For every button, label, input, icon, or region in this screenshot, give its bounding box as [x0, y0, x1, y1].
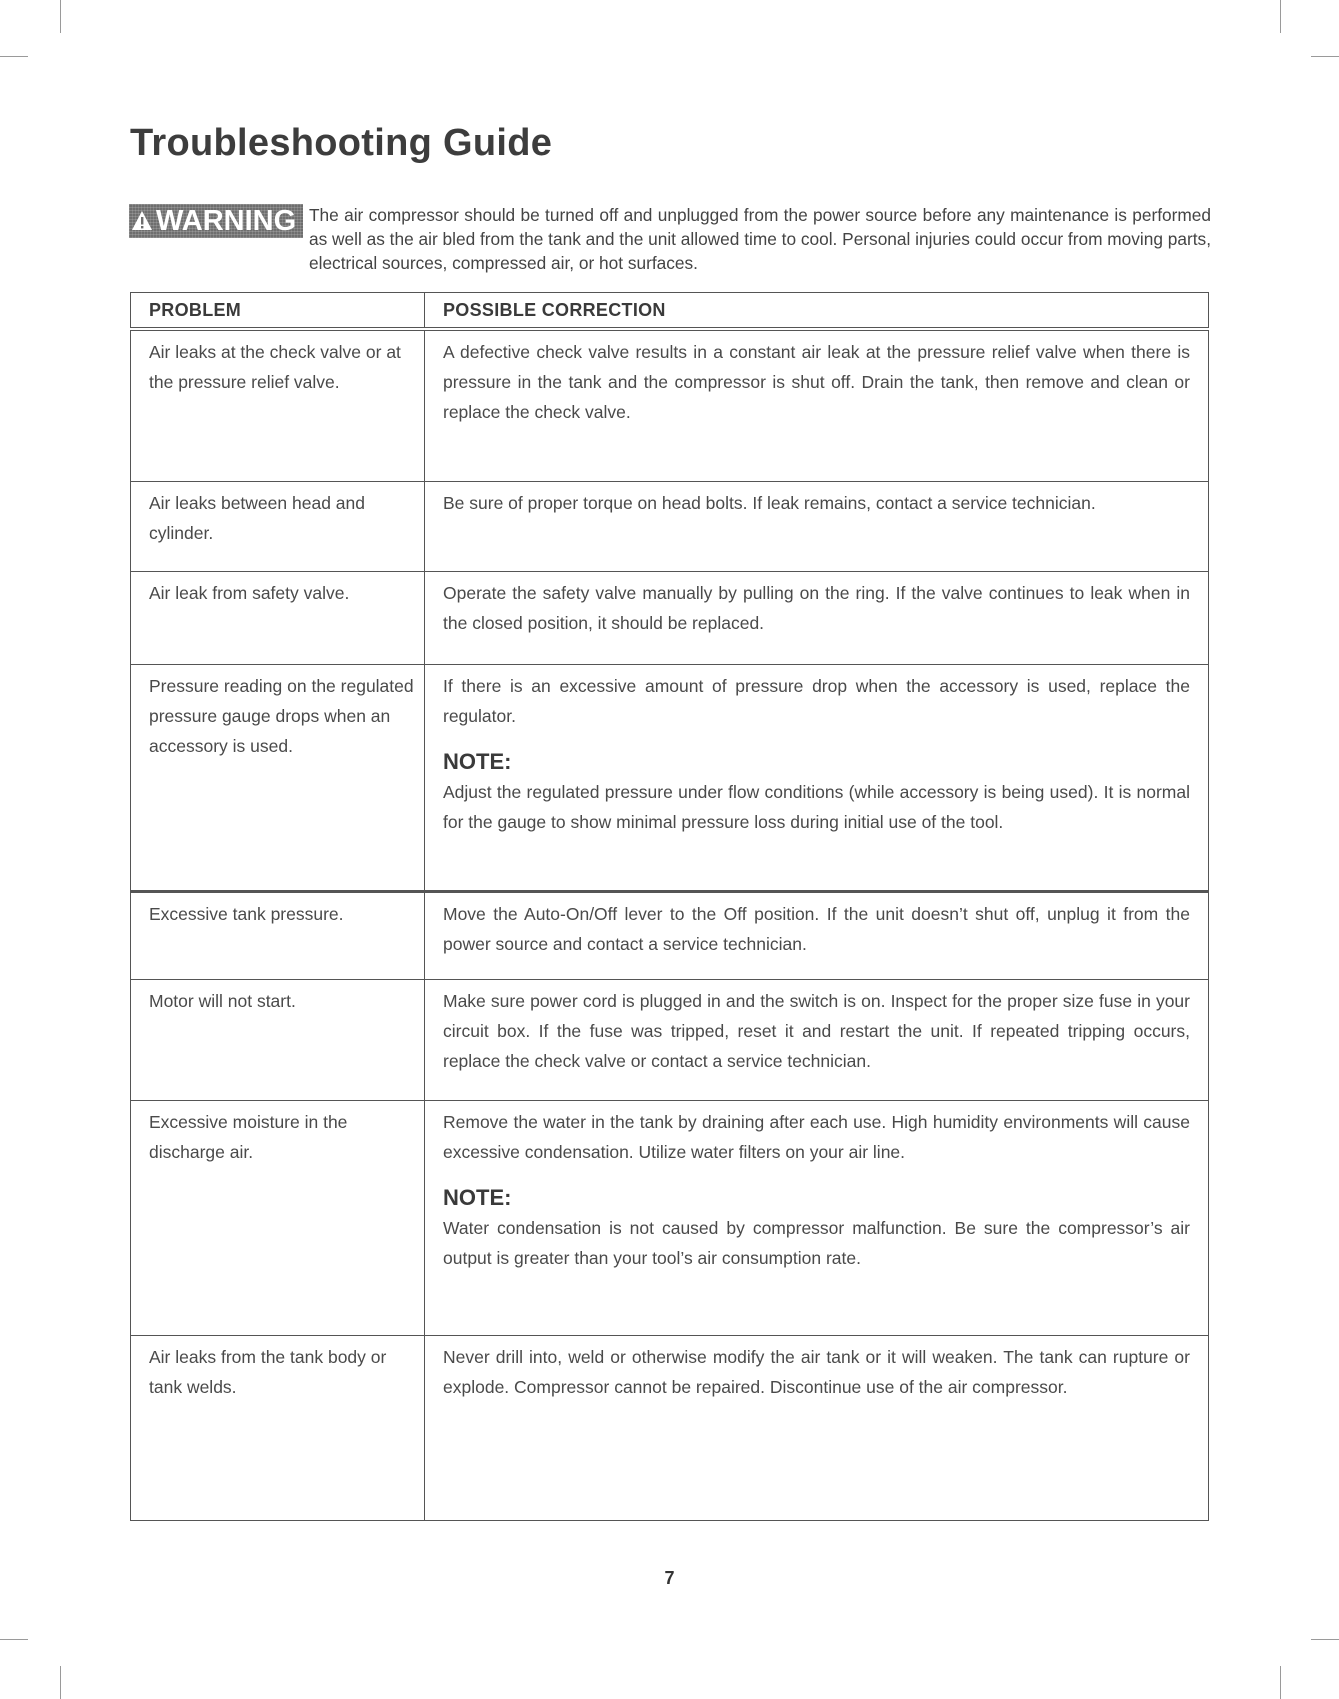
troubleshooting-table — [130, 292, 1209, 1521]
table-row — [131, 571, 1209, 664]
correction-cell: Operate the safety valve manually by pulling on the ring. If the valve continues to leak when in the closed position, it should be replaced. — [425, 571, 1209, 664]
table-row — [131, 1100, 1209, 1335]
note-text: Water condensation is not caused by compressor malfunction. Be sure the compressor’s air output is greater than your tool’s air consumption rate. — [443, 1217, 1190, 1268]
correction-cell — [425, 1100, 1209, 1335]
table-row — [131, 664, 1209, 891]
table-row — [131, 1335, 1209, 1520]
correction-cell: Move the Auto-On/Off lever to the Off position. If the unit doesn’t shut off, unplug it from the power source and contact a service technician. — [425, 891, 1209, 979]
correction-cell: Never drill into, weld or otherwise modify the air tank or it will weaken. The tank can rupture or explode. Compressor cannot be repaired. Discontinue use of the air compressor. — [425, 1335, 1209, 1520]
note-heading: NOTE: — [443, 1184, 512, 1210]
problem-cell: Pressure reading on the regulated pressure gauge drops when an accessory is used. — [131, 664, 425, 891]
note-text: Adjust the regulated pressure under flow conditions (while accessory is being used). It is normal for the gauge to show minimal pressure loss during initial use of the tool. — [443, 781, 1190, 832]
crop-mark-left-upper — [0, 56, 28, 57]
problem-cell: Air leaks from the tank body or tank welds. — [131, 1335, 425, 1520]
note-heading: NOTE: — [443, 748, 512, 774]
crop-mark-right-upper — [1311, 56, 1339, 57]
correction-text: If there is an excessive amount of pressure drop when the accessory is used, replace the regulator. — [443, 675, 1190, 726]
problem-cell: Air leaks between head and cylinder. — [131, 481, 425, 571]
page-title: Troubleshooting Guide — [130, 122, 553, 164]
header-possible-correction: POSSIBLE CORRECTION — [425, 293, 1209, 330]
crop-mark-top-right — [1280, 0, 1281, 33]
correction-cell: A defective check valve results in a constant air leak at the pressure relief valve when there is pressure in the tank and the compressor is shut off. Drain the tank, then remove and clean or replace the check valve. — [425, 329, 1209, 481]
table-row — [131, 891, 1209, 979]
table-row — [131, 481, 1209, 571]
problem-cell: Excessive moisture in the discharge air. — [131, 1100, 425, 1335]
table-header-row — [131, 293, 1209, 330]
problem-cell: Air leaks at the check valve or at the pressure relief valve. — [131, 329, 425, 481]
problem-cell: Motor will not start. — [131, 979, 425, 1100]
problem-cell: Excessive tank pressure. — [131, 891, 425, 979]
problem-cell: Air leak from safety valve. — [131, 571, 425, 664]
header-problem: PROBLEM — [131, 293, 425, 330]
crop-mark-bottom-right — [1280, 1666, 1281, 1699]
crop-mark-left-lower — [0, 1639, 28, 1640]
crop-mark-top-left — [60, 0, 61, 33]
table-row — [131, 329, 1209, 481]
correction-cell — [425, 664, 1209, 891]
warning-triangle-icon — [131, 210, 153, 232]
page-number: 7 — [664, 1568, 675, 1588]
correction-text: Remove the water in the tank by draining after each use. High humidity environments will cause excessive condensation. Utilize water filters on your air line. — [443, 1111, 1190, 1162]
correction-cell: Make sure power cord is plugged in and the switch is on. Inspect for the proper size fuse in your circuit box. If the fuse was tripped, reset it and restart the unit. If repeated tripping occurs, replace the check valve or contact a service technician. — [425, 979, 1209, 1100]
crop-mark-right-lower — [1311, 1639, 1339, 1640]
correction-cell: Be sure of proper torque on head bolts. If leak remains, contact a service technician. — [425, 481, 1209, 571]
warning-text: The air compressor should be turned off and unplugged from the power source before any maintenance is performed as well as the air bled from the tank and the unit allowed time to cool. Personal injuries could occur from moving parts, electrical sources, compressed air, or hot surfaces. — [309, 205, 1211, 273]
crop-mark-bottom-left — [60, 1666, 61, 1699]
warning-label: WARNING — [156, 205, 297, 237]
table-row — [131, 979, 1209, 1100]
warning-badge — [129, 204, 303, 238]
